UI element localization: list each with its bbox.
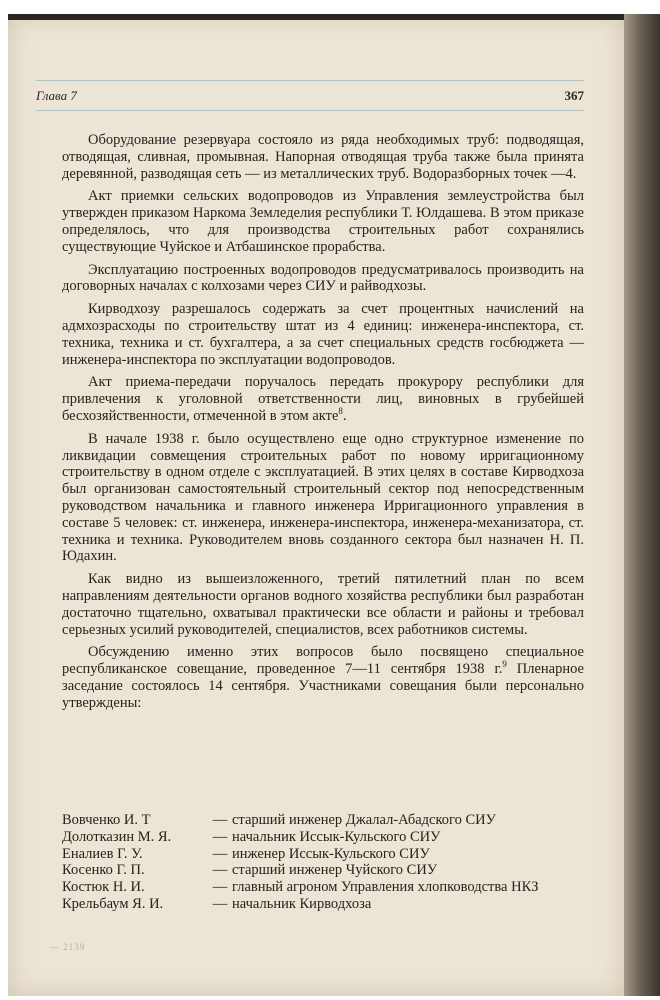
page-number: 367 bbox=[564, 88, 584, 103]
footnote-ref: 8 bbox=[338, 406, 343, 417]
participant-name: Косенко Г. П. bbox=[62, 862, 145, 879]
participant-dash: — bbox=[212, 812, 228, 828]
participant-dash: — bbox=[212, 879, 228, 896]
participant-role: старший инженер Чуйского СИУ bbox=[232, 862, 438, 879]
footnote-ref: 9 bbox=[502, 659, 507, 670]
participant-name: Долотказин М. Я. bbox=[62, 828, 172, 845]
participant-name: Еналиев Г. У. bbox=[62, 845, 143, 862]
participant-dash: — bbox=[212, 862, 228, 879]
participant-role: начальник Кирводхоза bbox=[232, 895, 372, 912]
header-rule-bottom bbox=[36, 110, 584, 111]
paragraph: Кирводхозу разрешалось содержать за счет процентных начислений на адмхозрасходы по строительству штат из 4 единиц: инженера-инспектора, ст. техника, техника и ст. бухгалтера, а за счет специальных средств госбюджета — инженера-инспектора по эксплуатации водопроводов. bbox=[62, 301, 584, 368]
participant-name: Крельбаум Я. И. bbox=[62, 895, 164, 912]
body-text bbox=[62, 132, 584, 718]
participant-dash: — bbox=[212, 845, 228, 862]
print-signature-mark: — 2139 bbox=[50, 942, 86, 952]
paragraph: Эксплуатацию построенных водопроводов предусматривалось производить на договорных началах с колхозами через СИУ и райводхозы. bbox=[62, 261, 584, 295]
participant-role: начальник Иссык-Кульского СИУ bbox=[232, 828, 441, 845]
running-header bbox=[36, 88, 584, 106]
paragraph: Обсуждению именно этих вопросов было посвящено специальное республиканское совещание, проведенное 7—11 сентября 1938 г.$^9$ Пленарное заседание состоялось 14 сентября. Участниками совещания были персонально утверждены: bbox=[62, 644, 584, 711]
paragraph: Как видно из вышеизложенного, третий пятилетний план по всем направлениям деятельности органов водного хозяйства республики был разработан достаточно тщательно, охватывал практически все области и районы и требовал серьезных усилий руководителей, специалистов, всех работников системы. bbox=[62, 571, 584, 638]
participant-dash: — bbox=[212, 828, 228, 845]
participant-name: Костюк Н. И. bbox=[62, 879, 145, 896]
chapter-title: Глава 7 bbox=[36, 88, 77, 103]
participant-dash: — bbox=[212, 895, 228, 912]
paragraph: В начале 1938 г. было осуществлено еще одно структурное изменение по ликвидации совмещения строительных работ по новому ирригационному строительству в одном отделе с эксплуатацией. В этих целях в составе Кирводхоза был организован самостоятельный строительный сектор под непосредственным руководством начальника и главного инженера Ирригационного управления в составе 5 человек: ст. инженера, инженера-инспектора, инженера-механизатора, ст. техника и техника. Руководителем вновь созданного сектора был назначен Н. П. Юдахин. bbox=[62, 430, 584, 565]
participants-list bbox=[62, 812, 584, 913]
participant-name: Вовченко И. Т bbox=[62, 812, 151, 828]
paragraph: Акт приема-передачи поручалось передать прокурору республики для привлечения к уголовной ответственности лиц, виновных в грубейшей бесхозяйственности, отмеченной в этом акте$^8$. bbox=[62, 374, 584, 424]
paragraph: Оборудование резервуара состояло из ряда необходимых труб: подводящая, отводящая, сливная, промывная. Напорная отводящая труба также была принята деревянной, разводящая сеть — из металлических труб. Водоразборных точек —4. bbox=[62, 132, 584, 182]
page-top-edge bbox=[8, 14, 624, 20]
participant-role: главный агроном Управления хлопководства НКЗ bbox=[232, 879, 539, 896]
participant-role: инженер Иссык-Кульского СИУ bbox=[232, 845, 430, 862]
header-rule-top bbox=[36, 80, 584, 81]
paragraph: Акт приемки сельских водопроводов из Управления землеустройства был утвержден приказом Наркома Земледелия республики Т. Юлдашева. В этом приказе определялось, что для производства строительных работ сохранялись существующие Чуйское и Атбашинское прорабства. bbox=[62, 188, 584, 255]
participant-role: старший инженер Джалал-Абадского СИУ bbox=[232, 812, 496, 828]
book-spine-shadow bbox=[624, 14, 660, 996]
book-page bbox=[8, 14, 624, 996]
